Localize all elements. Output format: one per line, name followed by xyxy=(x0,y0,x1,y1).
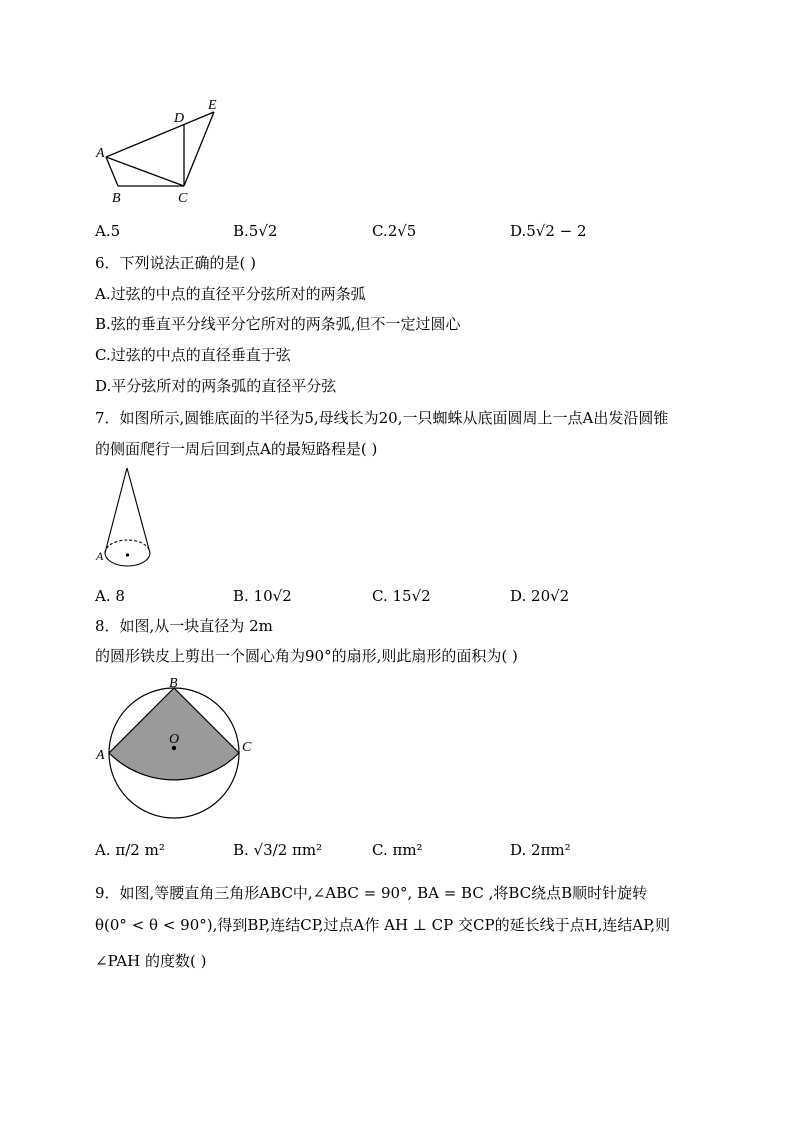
q8-stem-line2: 的圆形铁皮上剪出一个圆心角为90°的扇形,则此扇形的面积为( ) xyxy=(95,647,518,665)
q7-stem-line2: 的侧面爬行一周后回到点A的最短路程是( ) xyxy=(95,440,378,458)
label-d: D xyxy=(174,111,185,126)
q8-option-c: C. πm² xyxy=(372,841,423,859)
q5-option-d: D.5√2 − 2 xyxy=(510,222,587,240)
q8-option-d: D. 2πm² xyxy=(510,841,571,859)
q5-option-a: A.5 xyxy=(95,222,121,240)
q6-option-a: A.过弦的中点的直径平分弦所对的两条弧 xyxy=(95,285,366,303)
q7-option-a: A. 8 xyxy=(95,587,125,605)
q9-stem-line3: ∠PAH 的度数( ) xyxy=(95,952,207,970)
q6-option-c: C.过弦的中点的直径垂直于弦 xyxy=(95,346,291,364)
figure-q8-sector xyxy=(92,674,262,822)
q9-stem-line2: θ(0° < θ < 90°),得到BP,连结CP,过点A作 AH ⊥ CP 交CP的延长线于点H,连结AP,则 xyxy=(95,916,671,934)
label-a: A xyxy=(96,748,105,763)
label-a: A xyxy=(96,146,105,161)
label-c: C xyxy=(178,191,188,206)
q7-option-c: C. 15√2 xyxy=(372,587,431,605)
q7-option-d: D. 20√2 xyxy=(510,587,570,605)
q6-option-b: B.弦的垂直平分线平分它所对的两条弧,但不一定过圆心 xyxy=(95,315,461,333)
q8-stem-line1: 8．如图,从一块直径为 2m xyxy=(95,617,273,635)
q5-option-b: B.5√2 xyxy=(233,222,278,240)
figure-q7-cone xyxy=(92,464,162,572)
q7-stem-line1: 7．如图所示,圆锥底面的半径为5,母线长为20,一只蜘蛛从底面圆周上一点A出发沿圆锥 xyxy=(95,409,669,427)
q6-option-d: D.平分弦所对的两条弧的直径平分弦 xyxy=(95,377,337,395)
q9-stem-line1: 9．如图,等腰直角三角形ABC中,∠ABC = 90°, BA = BC ,将BC绕点B顺时针旋转 xyxy=(95,884,648,902)
figure-q5-quadrilateral xyxy=(90,95,230,207)
label-a: A xyxy=(96,549,104,563)
q5-option-c: C.2√5 xyxy=(372,222,417,240)
label-e: E xyxy=(208,98,217,113)
q6-stem: 6．下列说法正确的是( ) xyxy=(95,254,257,272)
label-o: O xyxy=(169,732,180,747)
q8-option-b: B. √3/2 πm² xyxy=(233,841,323,859)
label-b: B xyxy=(169,676,178,691)
q7-option-b: B. 10√2 xyxy=(233,587,292,605)
label-c: C xyxy=(242,740,252,755)
q8-option-a: A. π/2 m² xyxy=(95,841,165,859)
label-b: B xyxy=(112,191,121,206)
